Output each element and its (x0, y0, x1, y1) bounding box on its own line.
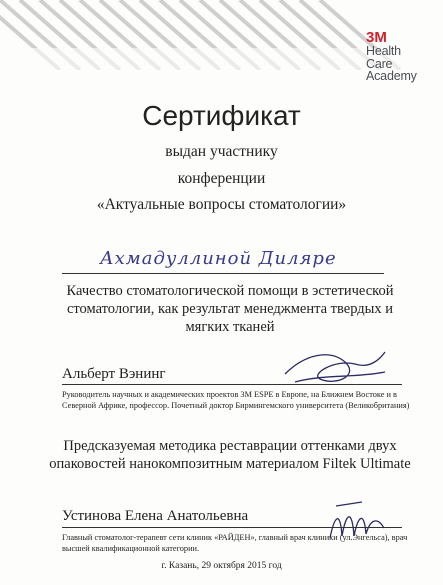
topic-2 (35, 437, 425, 473)
topic-1 (50, 282, 410, 336)
footer-place-date: г. Казань, 29 октября 2015 год (161, 561, 282, 571)
speaker-2-desc-line-2: высшей квалификационной категории. (62, 543, 200, 553)
participant-name-handwritten: Ахмадуллиной Диляре (100, 248, 337, 269)
participant-underline (62, 273, 384, 274)
issued-to-text: выдан участнику (165, 143, 278, 160)
speaker-1-desc-line-1: Руководитель научных и академических проектов 3M ESPE в Европе, на Ближнем Востоке и в (62, 390, 397, 399)
topic-2-line-1: Предсказуемая методика реставрации оттенками двух (63, 438, 397, 454)
speaker-2-underline (62, 527, 402, 528)
topic-1-line-2: стоматологии, как результат менеджмента твердых и (66, 301, 394, 317)
speaker-2-desc-line-1: Главный стоматолог-терапевт сети клиник «РАЙДЕН», главный врач клиники (ул.Энгельса), врач (62, 533, 408, 542)
speaker-1-underline (62, 384, 402, 385)
speaker-2-description (62, 533, 422, 554)
topic-1-line-3: мягких тканей (185, 319, 275, 335)
logo-line-3: Academy (366, 69, 417, 83)
signature-1-icon (275, 344, 395, 394)
health-care-academy-logo (366, 30, 440, 83)
topic-1-line-1: Качество стоматологической помощи в эстетической (66, 283, 394, 299)
speaker-1-name: Альберт Вэнинг (62, 366, 166, 382)
conference-name: «Актуальные вопросы стоматологии» (96, 196, 347, 213)
logo-brand: 3M (366, 29, 387, 46)
speaker-1-desc-line-2: Северной Африке, профессор. Почетный доктор Бирмингемского университета (Великобритания) (62, 400, 410, 410)
topic-2-line-2: опаковостей нанокомпозитным материалом Filtek Ultimate (49, 456, 411, 472)
conference-label: конференции (177, 170, 266, 187)
logo-line-2: Care (366, 56, 393, 71)
speaker-1-description (62, 390, 422, 411)
speaker-2-name: Устинова Елена Анатольевна (62, 508, 249, 524)
certificate-title: Сертификат (142, 100, 301, 131)
logo-line-1: Health (366, 44, 401, 58)
